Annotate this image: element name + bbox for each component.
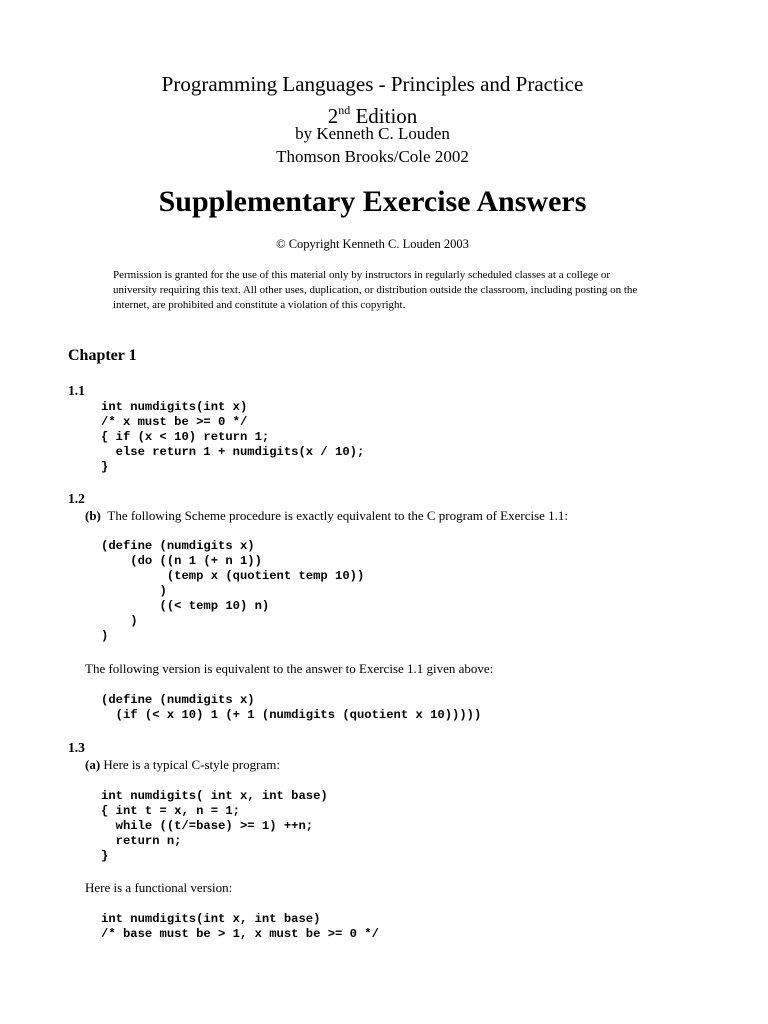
part-label-a: (a) (85, 757, 101, 772)
edition-word: Edition (350, 104, 418, 128)
exercise-1-2-intro (85, 508, 568, 524)
exercise-1-2-middle: The following version is equivalent to the answer to Exercise 1.1 given above: (85, 661, 494, 676)
code-block-1-1: int numdigits(int x) /* x must be >= 0 */ { if (x < 10) return 1; else return 1 + numdigits(x / 10); } (101, 400, 365, 474)
author-line: by Kenneth C. Louden (295, 124, 450, 143)
book-title: Programming Languages - Principles and Practice (161, 72, 584, 96)
exercise-1-2-intro-text: The following Scheme procedure is exactly equivalent to the C program of Exercise 1.1: (107, 508, 569, 523)
exercise-number-1-3: 1.3 (68, 740, 85, 755)
part-label-b: (b) (85, 508, 101, 523)
copyright-notice: © Copyright Kenneth C. Louden 2003 (276, 237, 469, 251)
code-block-1-2-scheme-recursive: (define (numdigits x) (if (< x 10) 1 (+ 1 (numdigits (quotient x 10))))) (101, 693, 482, 722)
code-block-1-2-scheme-do: (define (numdigits x) (do ((n 1 (+ n 1)) (temp x (quotient temp 10)) ) ((< temp 10) n) ) ) (101, 539, 365, 643)
exercise-number-1-2: 1.2 (68, 491, 85, 506)
chapter-heading: Chapter 1 (68, 347, 137, 364)
exercise-1-3-intro (85, 757, 280, 773)
exercise-1-3-intro-text: Here is a typical C-style program: (103, 757, 280, 772)
exercise-1-3-middle: Here is a functional version: (85, 880, 233, 895)
edition-superscript: nd (338, 103, 351, 117)
code-block-1-3-c-style: int numdigits( int x, int base) { int t = x, n = 1; while ((t/=base) >= 1) ++n; return n; } (101, 789, 328, 863)
edition-number: 2 (327, 104, 339, 128)
exercise-number-1-1: 1.1 (68, 383, 85, 398)
permission-notice: Permission is granted for the use of this material only by instructors in regularly scheduled classes at a college or university requiring this text. All other uses, duplication, or distribution outside the classroom, including posting on the internet, are prohibited and constitute a violation of this copyright. (113, 269, 638, 311)
code-block-1-3-functional: int numdigits(int x, int base) /* base must be > 1, x must be >= 0 */ (101, 912, 379, 941)
publisher-line: Thomson Brooks/Cole 2002 (276, 147, 469, 166)
main-title: Supplementary Exercise Answers (158, 185, 587, 218)
